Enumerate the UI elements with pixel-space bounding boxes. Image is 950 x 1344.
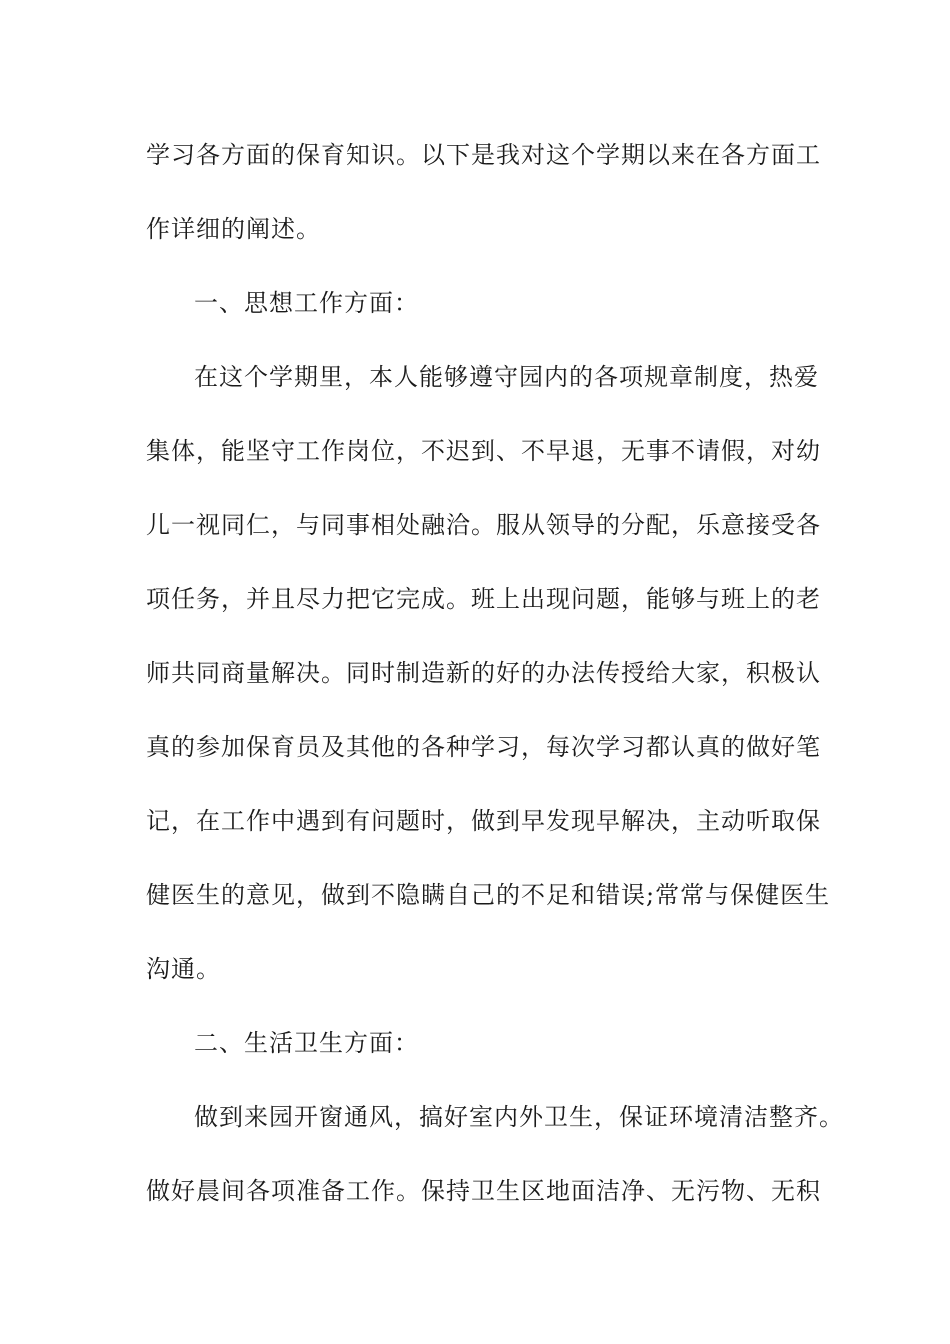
text-line: 做好晨间各项准备工作。保持卫生区地面洁净、无污物、无积 — [146, 1177, 821, 1205]
text-line: 儿一视同仁，与同事相处融洽。服从领导的分配，乐意接受各 — [146, 511, 821, 539]
section-heading: 二、生活卫生方面： — [194, 1029, 419, 1057]
text-line: 作详细的阐述。 — [146, 215, 321, 243]
text-line: 健医生的意见，做到不隐瞒自己的不足和错误;常常与保健医生 — [146, 881, 831, 909]
text-line: 项任务，并且尽力把它完成。班上出现问题，能够与班上的老 — [146, 585, 821, 613]
paragraph-first-line: 在这个学期里，本人能够遵守园内的各项规章制度，热爱 — [194, 363, 819, 391]
text-line: 记，在工作中遇到有问题时，做到早发现早解决，主动听取保 — [146, 807, 821, 835]
paragraph-first-line: 做到来园开窗通风，搞好室内外卫生，保证环境清洁整齐。 — [194, 1103, 844, 1131]
text-line: 真的参加保育员及其他的各种学习，每次学习都认真的做好笔 — [146, 733, 821, 761]
text-line: 师共同商量解决。同时制造新的好的办法传授给大家，积极认 — [146, 659, 821, 687]
text-line: 沟通。 — [146, 955, 221, 983]
text-line: 集体，能坚守工作岗位，不迟到、不早退，无事不请假，对幼 — [146, 437, 821, 465]
section-heading: 一、思想工作方面： — [194, 289, 419, 317]
text-line: 学习各方面的保育知识。以下是我对这个学期以来在各方面工 — [146, 141, 821, 169]
